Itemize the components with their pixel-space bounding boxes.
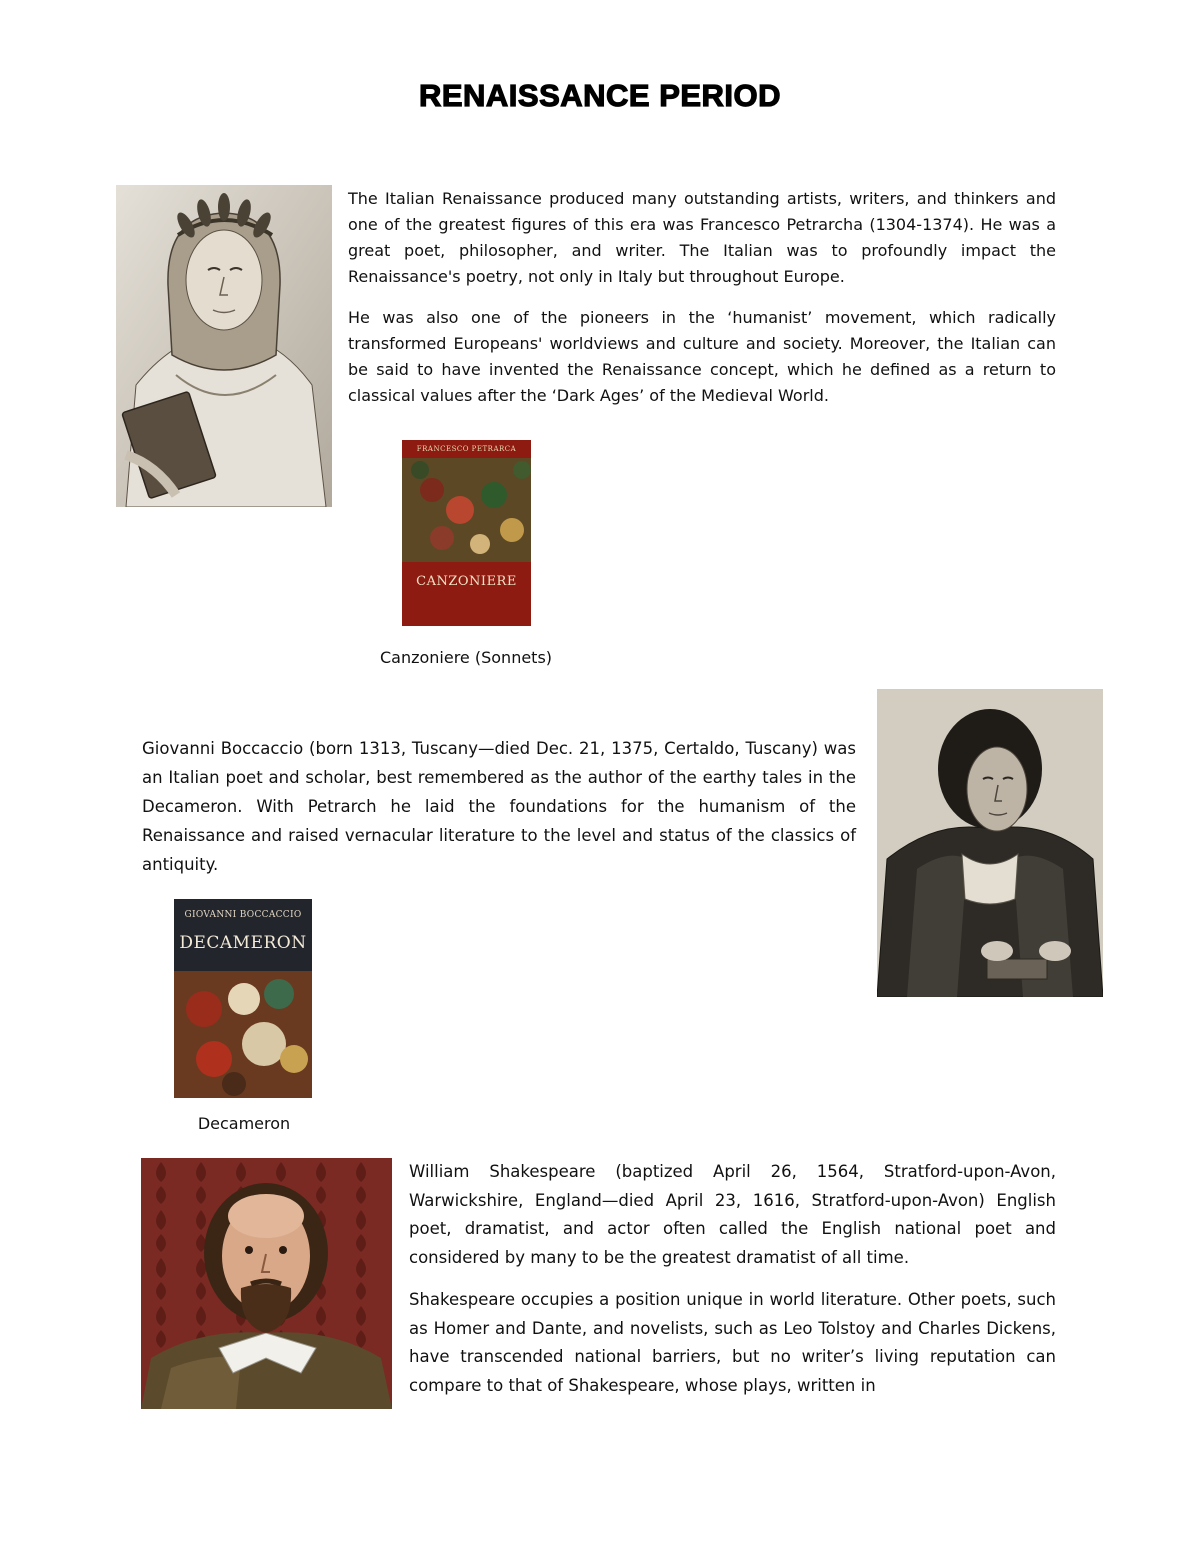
decameron-book-cover (174, 899, 312, 1098)
boccaccio-paragraph-1: Giovanni Boccaccio (born 1313, Tuscany—died Dec. 21, 1375, Certaldo, Tuscany) was an Italian poet and scholar, best remembered as the author of the earthy tales in the Decameron. With Petrarch he laid the foundations for the humanism of the Renaissance and raised vernacular literature to the level and status of the classics of antiquity. (142, 739, 856, 874)
petrarch-portrait (116, 185, 332, 507)
canzoniere-cover-author: FRANCESCO PETRARCA (416, 445, 517, 453)
decameron-cover-title: DECAMERON (179, 933, 307, 953)
shakespeare-paragraph-2: Shakespeare occupies a position unique in world literature. Other poets, such as Homer and Dante, and novelists, such as Leo Tolstoy and Charles Dickens, have transcended national barriers, but no writer’s living reputation can compare to that of Shakespeare, whose plays, written in (409, 1290, 1056, 1395)
shakespeare-portrait (141, 1158, 392, 1409)
petrarch-paragraph-1: The Italian Renaissance produced many outstanding artists, writers, and thinkers and one of the greatest figures of this era was Francesco Petrarcha (1304-1374). He was a great poet, philosopher, and writer. The Italian was to profoundly impact the Renaissance's poetry, not only in Italy but throughout Europe. (348, 189, 1056, 286)
decameron-cover-author: GIOVANNI BOCCACCIO (184, 910, 302, 920)
canzoniere-cover-title: CANZONIERE (416, 574, 517, 589)
decameron-caption: Decameron (197, 1114, 291, 1133)
petrarch-paragraph-2: He was also one of the pioneers in the ‘humanist’ movement, which radically transformed Europeans' worldviews and culture and society. Moreover, the Italian can be said to have invented the Renaissance concept, which he defined as a return to classical values after the ‘Dark Ages’ of the Medieval World. (348, 308, 1056, 405)
canzoniere-caption: Canzoniere (Sonnets) (379, 648, 553, 667)
page-title: RENAISSANCE PERIOD (418, 78, 782, 113)
canzoniere-book-cover (402, 440, 531, 626)
boccaccio-portrait (877, 689, 1103, 997)
shakespeare-paragraph-1: William Shakespeare (baptized April 26, 1564, Stratford-upon-Avon, Warwickshire, England—died April 23, 1616, Stratford-upon-Avon) English poet, dramatist, and actor often called the English national poet and considered by many to be the greatest dramatist of all time. (409, 1162, 1056, 1267)
